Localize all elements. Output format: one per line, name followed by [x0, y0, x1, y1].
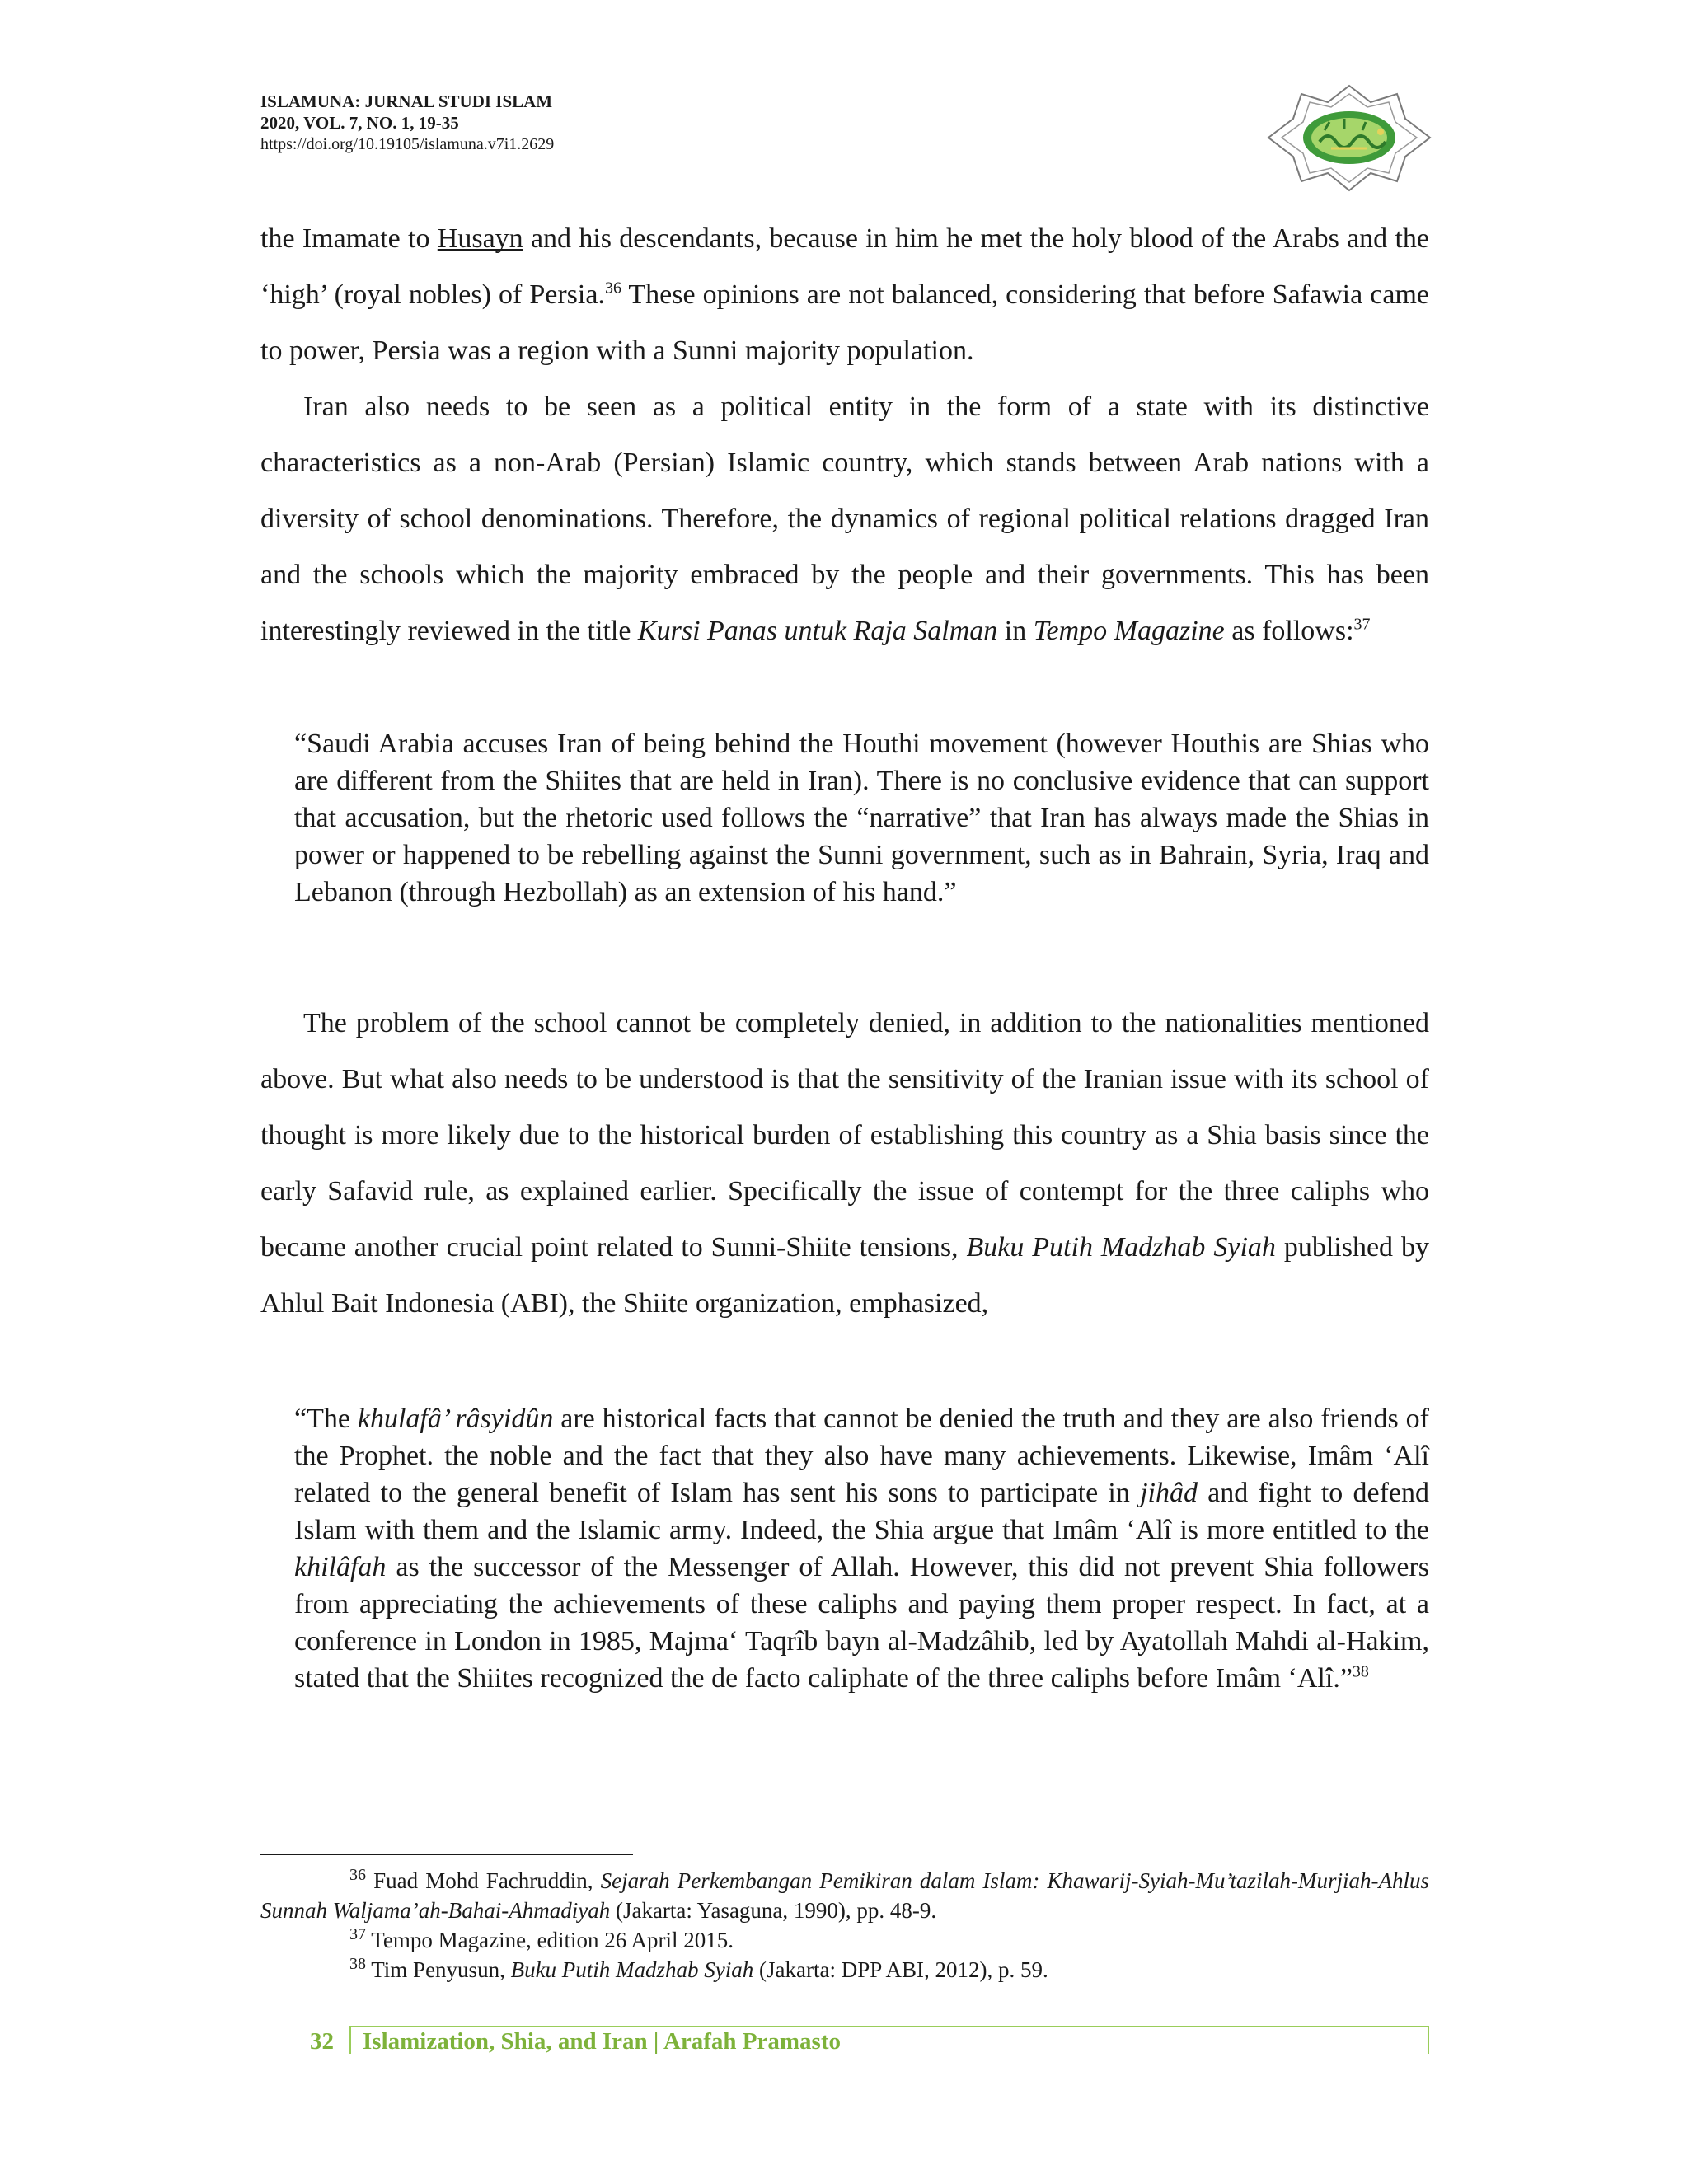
footnote-38: $^{38}$ Tim Penyusun, Buku Putih Madzhab Syiah (Jakarta: DPP ABI, 2012), p. 59.	[349, 1955, 1048, 1982]
block-quote-2: “The khulafâ’ râsyidûn are historical facts that cannot be denied the truth and they are also friends of the Prophet. the noble and the fact that they also have many achievements. Likewise, Imâm ‘Alî related to the general benefit of Islam has sent his sons to participate in jihâd and fight to defend Islam with them and the Islamic army. Indeed, the Shia argue that Imâm ‘Alî is more entitled to the khilâfah as the successor of the Messenger of Allah. However, this did not prevent Shia followers from appreciating the achievements of these caliphs and paying them proper respect. In fact, at a conference in London in 1985, Majma‘ Taqrîb bayn al-Madzâhib, led by Ayatollah Mahdi al-Hakim, stated that the Shiites recognized the de facto caliphate of the three caliphs before Imâm ‘Alî.”$^{38}$	[294, 1404, 1429, 1694]
paragraph-2: Iran also needs to be seen as a political entity in the form of a state with its distinctive characteristics as a non-Arab (Persian) Islamic country, which stands between Arab nations with a diversity of school denominations. Therefore, the dynamics of regional political relations dragged Iran and the schools which the majority embraced by the people and their governments. This has been interestingly reviewed in the title Kursi Panas untuk Raja Salman in Tempo Magazine as follows:$^{37}$	[260, 391, 1429, 646]
journal-header	[260, 91, 554, 155]
footnote-36: $^{36}$ Fuad Mohd Fachruddin, Sejarah Perkembangan Pemikiran dalam Islam: Khawarij-Syiah-Mu’tazilah-Murjiah-Ahlus Sunnah Waljama’ah-Bahai-Ahmadiyah (Jakarta: Yasaguna, 1990), pp. 48-9.	[260, 1866, 1429, 1923]
block-quote-1: “Saudi Arabia accuses Iran of being behind the Houthi movement (however Houthis are Shias who are different from the Shiites that are held in Iran). There is no conclusive evidence that can support that accusation, but the rhetoric used follows the “narrative” that Iran has always made the Shias in power or happened to be rebelling against the Sunni government, such as in Bahrain, Syria, Iraq and Lebanon (through Hezbollah) as an extension of his hand.”	[294, 729, 1429, 907]
footnotes	[260, 1866, 1429, 1985]
footer-divider	[349, 2026, 351, 2054]
footnote-37: $^{37}$ Tempo Magazine, edition 26 April 2015.	[349, 1925, 734, 1952]
footer-right-line	[1428, 2026, 1429, 2054]
page-number: 32	[310, 2028, 334, 2055]
page-footer	[260, 2026, 1429, 2057]
doi-link[interactable]: https://doi.org/10.19105/islamuna.v7i1.2629	[260, 135, 555, 153]
underlined-name: Husayn	[437, 223, 523, 254]
journal-name: ISLAMUNA: JURNAL STUDI ISLAM	[260, 91, 553, 111]
body-section-2	[260, 996, 1429, 1332]
body-section-1	[260, 211, 1429, 659]
footnote-ref-38[interactable]: 38	[1352, 1662, 1369, 1681]
paragraph-1: the Imamate to Husayn and his descendants, because in him he met the holy blood of the Arabs and the ‘high’ (royal nobles) of Persia.$^{36}$ These opinions are not balanced, considering that before Safawia came to power, Persia was a region with a Sunni majority population.	[260, 223, 1429, 366]
running-title: Islamization, Shia, and Iran | Arafah Pramasto	[363, 2028, 841, 2055]
footnote-ref-37[interactable]: 37	[1353, 615, 1371, 634]
paragraph-3: The problem of the school cannot be completely denied, in addition to the nationalities mentioned above. But what also needs to be understood is that the sensitivity of the Iranian issue with its school of thought is more likely due to the historical burden of establishing this country as a Shia basis since the early Safavid rule, as explained earlier. Specifically the issue of contempt for the three caliphs who became another crucial point related to Sunni-Shiite tensions, Buku Putih Madzhab Syiah published by Ahlul Bait Indonesia (ABI), the Shiite organization, emphasized,	[260, 1008, 1429, 1319]
journal-volume: 2020, VOL. 7, NO. 1, 19-35	[260, 113, 459, 133]
footnote-divider	[260, 1854, 633, 1855]
journal-logo	[1265, 82, 1434, 194]
footnote-ref-36[interactable]: 36	[604, 279, 621, 298]
